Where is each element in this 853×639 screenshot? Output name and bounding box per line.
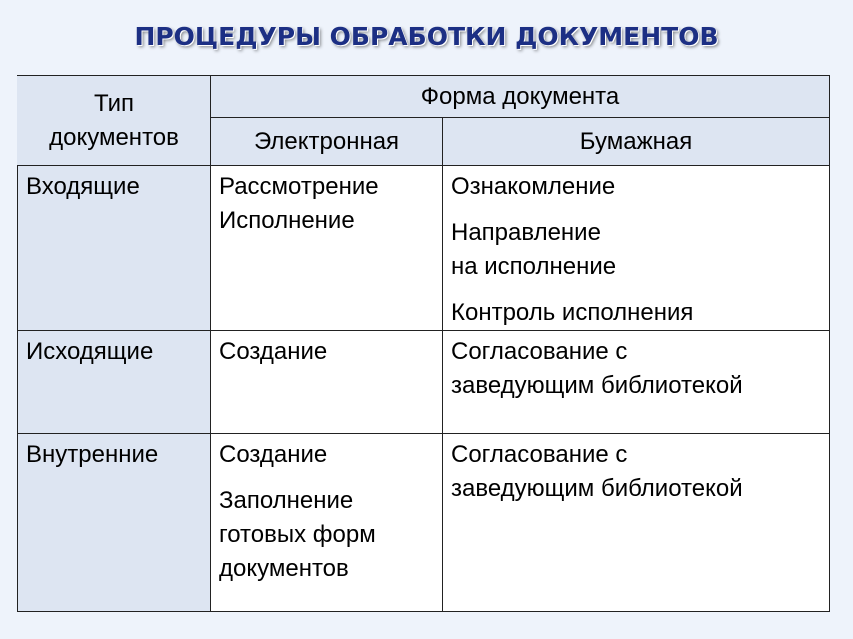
table-row-incoming (18, 166, 830, 331)
electronic-header: Электронная (211, 118, 443, 166)
procedures-table (17, 75, 830, 612)
type-header-line2: документов (49, 123, 179, 151)
table-row-internal (18, 434, 830, 612)
incoming-electronic-cell (211, 166, 443, 331)
page-title: ПРОЦЕДУРЫ ОБРАБОТКИ ДОКУМЕНТОВ (134, 22, 719, 51)
type-header-cell (18, 76, 211, 166)
row-type-internal: Внутренние (18, 434, 211, 612)
row-type-outgoing: Исходящие (18, 331, 211, 434)
internal-paper-item-1: Согласование с (451, 441, 628, 468)
row-type-incoming: Входящие (18, 166, 211, 331)
internal-paper-cell (443, 434, 830, 612)
incoming-paper-item-2: Направление (451, 219, 601, 246)
incoming-electronic-item-1: Рассмотрение (219, 173, 379, 200)
internal-paper-item-2: заведующим библиотекой (451, 475, 743, 502)
incoming-electronic-item-2: Исполнение (219, 207, 355, 234)
outgoing-electronic-item-1: Создание (219, 338, 328, 365)
outgoing-paper-item-1: Согласование с (451, 338, 628, 365)
incoming-paper-cell (443, 166, 830, 331)
header-row-1 (18, 76, 830, 118)
internal-electronic-item-2: Заполнение (219, 487, 354, 514)
table-row-outgoing (18, 331, 830, 434)
internal-electronic-item-1: Создание (219, 441, 328, 468)
incoming-paper-item-1: Ознакомление (451, 173, 616, 200)
incoming-paper-item-3: на исполнение (451, 253, 617, 280)
outgoing-paper-item-2: заведующим библиотекой (451, 372, 743, 399)
internal-electronic-item-3: готовых форм (219, 521, 376, 548)
paper-header: Бумажная (443, 118, 830, 166)
internal-electronic-item-4: документов (219, 555, 349, 582)
type-header-line1: Тип (93, 89, 134, 117)
outgoing-electronic-cell (211, 331, 443, 434)
incoming-paper-item-4: Контроль исполнения (451, 299, 694, 326)
outgoing-paper-cell (443, 331, 830, 434)
form-header: Форма документа (211, 76, 830, 118)
internal-electronic-cell (211, 434, 443, 612)
